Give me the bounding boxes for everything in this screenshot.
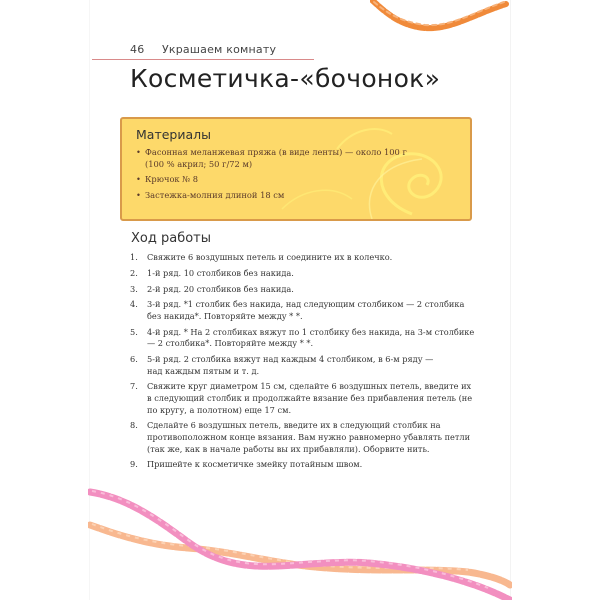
step-text: Сделайте 6 воздушных петель, введите их в следующий столбик на противоположном конце вязания. Вам нужно равномерно убавлять петли (так же, как в начале работы вы их прибавляли). Оборвите нить. xyxy=(147,420,471,454)
bullet-icon: • xyxy=(136,174,141,184)
step-item xyxy=(130,252,475,264)
materials-heading: Материалы xyxy=(136,127,211,142)
step-number: 2. xyxy=(130,267,138,278)
step-number: 5. xyxy=(130,326,138,337)
step-text: 2-й ряд. 20 столбиков без накида. xyxy=(147,283,294,294)
steps-list xyxy=(130,252,475,475)
materials-list xyxy=(136,147,415,205)
materials-item-text: Фасонная меланжевая пряжа (в виде ленты) — около 100 г (100 % акрил; 50 г/72 м) xyxy=(145,147,407,169)
step-item xyxy=(130,354,475,377)
step-item xyxy=(130,459,475,471)
materials-item xyxy=(136,147,415,170)
step-number: 4. xyxy=(130,299,138,310)
bullet-icon: • xyxy=(136,147,141,157)
materials-item xyxy=(136,190,415,202)
step-item xyxy=(130,299,475,322)
running-header xyxy=(92,41,314,60)
step-number: 7. xyxy=(130,381,138,392)
step-number: 6. xyxy=(130,354,138,365)
step-number: 8. xyxy=(130,420,138,431)
materials-item-text: Застежка-молния длиной 18 см xyxy=(145,189,285,200)
bullet-icon: • xyxy=(136,189,141,200)
materials-item xyxy=(136,174,415,186)
step-number: 1. xyxy=(130,252,138,262)
step-item xyxy=(130,420,475,455)
step-text: Свяжите круг диаметром 15 см, сделайте 6 воздушных петель, введите их в следующий столбик и продолжайте вязание без прибавления петель (не по кругу, а полотном) еще 17 см. xyxy=(147,381,473,415)
step-text: Свяжите 6 воздушных петель и соедините их в колечко. xyxy=(147,252,393,262)
page-title: Косметичка-«бочонок» xyxy=(130,64,441,93)
section-title: Украшаем комнату xyxy=(162,43,277,56)
page-number: 46 xyxy=(130,43,145,56)
step-item xyxy=(130,268,475,280)
step-item xyxy=(130,327,475,350)
materials-box xyxy=(120,117,472,221)
step-item xyxy=(130,284,475,296)
step-number: 9. xyxy=(130,459,138,470)
step-text: 3-й ряд. *1 столбик без накида, над следующим столбиком — 2 столбика без накида*. Повторяйте между * *. xyxy=(147,299,465,321)
materials-item-text: Крючок № 8 xyxy=(145,174,199,184)
step-text: Пришейте к косметичке змейку потайным швом. xyxy=(147,459,363,470)
step-number: 3. xyxy=(130,283,138,294)
step-item xyxy=(130,381,475,416)
step-text: 4-й ряд. * На 2 столбиках вяжут по 1 столбику без накида, на 3-м столбике — 2 столбика*. Повторяйте между * *. xyxy=(147,326,475,349)
step-text: 5-й ряд. 2 столбика вяжут над каждым 4 столбиком, в 6-м ряду — над каждым пятым и т. д. xyxy=(147,354,434,376)
work-heading: Ход работы xyxy=(131,231,212,246)
step-text: 1-й ряд. 10 столбиков без накида. xyxy=(147,267,294,278)
